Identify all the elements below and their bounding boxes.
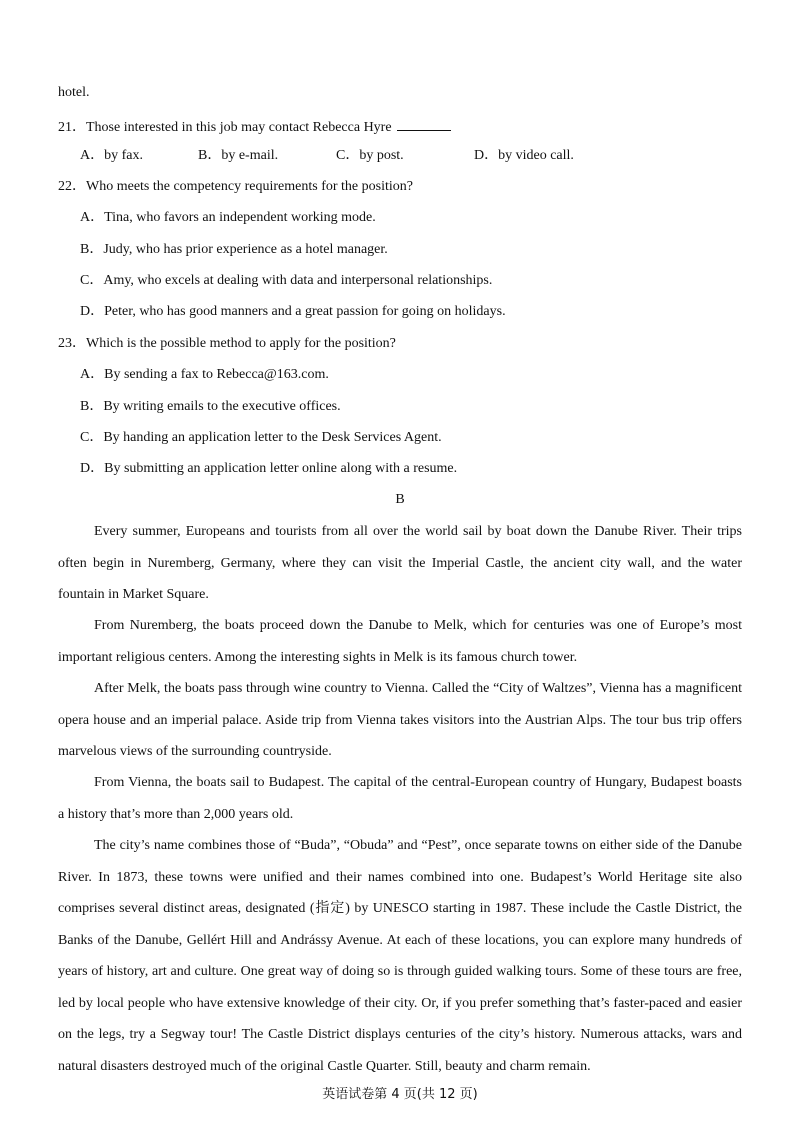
option-b: B．by e-mail. [198,148,279,163]
passage-paragraph-1: Every summer, Europeans and tourists from all over the world sail by boat down the Danube River. Their trips often begin in Nuremberg, Germany, where they can visit the Imperial Castle, the ancient city wall, and the water fountain in Market Square. [58,524,742,602]
option-a: A．Tina, who favors an independent working mode. [80,210,376,225]
passage-paragraph-3: After Melk, the boats pass through wine country to Vienna. Called the “City of Waltzes”, Vienna has a magnificent opera house and an imperial palace. Aside trip from Vienna takes visitors into the Austrian Alps. The tour bus trip offers marvelous views of the surrounding countryside. [58,681,742,759]
passage-paragraph-2: From Nuremberg, the boats proceed down the Danube to Melk, which for centuries was one of Europe’s most important religious centers. Among the interesting sights in Melk is its famous church tower. [58,618,742,665]
option-c: C．Amy, who excels at dealing with data and interpersonal relationships. [80,273,493,288]
question-number: 21． [58,120,86,135]
question-stem: Who meets the competency requirements for the position? [86,179,413,194]
option-c: C．By handing an application letter to the Desk Services Agent. [80,430,442,445]
passage-paragraph-5: The city’s name combines those of “Buda”, “Obuda” and “Pest”, once separate towns on either side of the Danube River. In 1873, these towns were unified and their names combined into one. Budapest’s World Heritage site also comprises several distinct areas, designated (指定) by UNESCO starting in 1987. These include the Castle District, the Banks of the Danube, Gellért Hill and Andrássy Avenue. At each of these locations, you can explore many hundreds of years of history, art and culture. One great way of doing so is through guided walking tours. Some of these tours are free, led by local people who have extensive knowledge of their city. Or, if you prefer something that’s faster-paced and easier on the legs, try a Segway tour! The Castle District displays centuries of the city’s history. Numerous attacks, wars and natural disasters destroyed much of the original Castle Quarter. Still, beauty and charm remain. [58,838,742,1074]
question-21-options [80,147,640,165]
option-d: D．by video call. [474,148,574,163]
question-stem: Those interested in this job may contact Rebecca Hyre [86,120,392,135]
intro-tail-text: hotel. [58,85,90,100]
question-23 [58,335,396,353]
page-footer: 英语试卷第 4 页(共 12 页) [322,1087,478,1102]
question-21 [58,116,451,137]
option-c: C．by post. [336,148,404,163]
option-a: A．by fax. [80,148,143,163]
question-number: 23． [58,336,86,351]
question-22 [58,178,413,196]
question-stem: Which is the possible method to apply for the position? [86,336,396,351]
option-b: B．Judy, who has prior experience as a hotel manager. [80,242,388,257]
option-b: B．By writing emails to the executive offices. [80,399,341,414]
question-number: 22． [58,179,86,194]
option-d: D．Peter, who has good manners and a great passion for going on holidays. [80,304,506,319]
option-a: A．By sending a fax to Rebecca@163.com. [80,367,329,382]
option-d: D．By submitting an application letter online along with a resume. [80,461,458,476]
passage-paragraph-4: From Vienna, the boats sail to Budapest. The capital of the central-European country of Hungary, Budapest boasts a history that’s more than 2,000 years old. [58,775,742,822]
section-label: B [395,492,405,507]
answer-blank [397,116,451,131]
